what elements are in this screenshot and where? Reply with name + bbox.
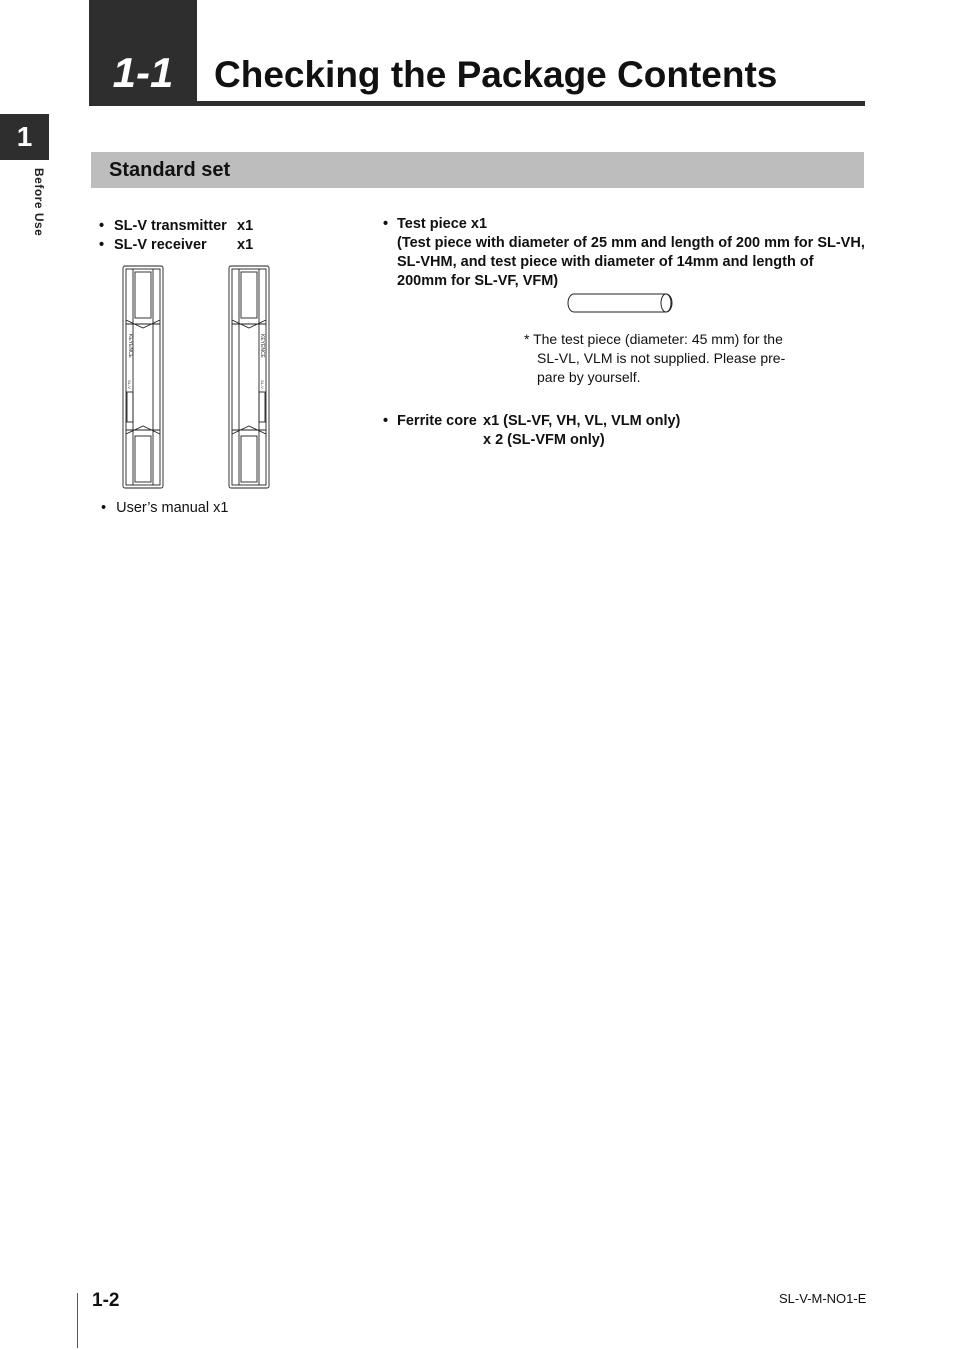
title-rule (89, 101, 865, 106)
bullet: • (383, 413, 389, 429)
item-qty: x1 (237, 237, 254, 253)
chapter-number: 1-1 (112, 49, 174, 96)
test-piece-title: Test piece x1 (397, 216, 488, 232)
item-name: SL-V transmitter (114, 218, 227, 234)
page-title: Checking the Package Contents (214, 54, 778, 95)
receiver-model-label: SL-V (260, 380, 265, 389)
bullet: • (99, 237, 105, 253)
bullet: • (99, 218, 105, 234)
item-name: SL-V receiver (114, 237, 207, 253)
test-piece-desc-line-1: (Test piece with diameter of 25 mm and length of 200 mm for SL-VH, (397, 235, 865, 251)
ferrite-line-2: x 2 (SL-VFM only) (483, 432, 605, 448)
test-piece-desc-line-2: SL-VHM, and test piece with diameter of 14mm and length of (397, 254, 814, 270)
test-piece-desc-line-3: 200mm for SL-VF, VFM) (397, 273, 559, 289)
receiver-brand-label: KEYENCE (259, 334, 265, 358)
note-line-1: * The test piece (diameter: 45 mm) for the (524, 331, 783, 347)
chapter-side-label: Before Use (32, 168, 46, 237)
list-item-receiver (99, 236, 254, 255)
note-line-2: SL-VL, VLM is not supplied. Please pre- (537, 350, 786, 366)
bullet: • (383, 216, 389, 232)
sensor-illustration (115, 262, 275, 492)
note-line-3: pare by yourself. (537, 369, 641, 385)
ferrite-line-1: x1 (SL-VF, VH, VL, VLM only) (483, 413, 681, 429)
item-name: User’s manual x1 (116, 500, 229, 516)
receiver-drawing (229, 266, 269, 488)
page-number: 1-2 (92, 1290, 120, 1311)
transmitter-drawing (123, 266, 163, 488)
chapter-side-tab: 1 (0, 114, 49, 160)
section-title: Standard set (109, 159, 231, 181)
footer-rule (77, 1293, 78, 1348)
transmitter-model-label: SL-V (127, 380, 132, 389)
list-item-transmitter (99, 217, 254, 236)
test-piece-drawing (566, 291, 676, 315)
transmitter-brand-label: KEYENCE (127, 334, 133, 358)
list-item-manual (101, 499, 228, 518)
document-code: SL-V-M-NO1-E (779, 1291, 867, 1306)
bullet: • (101, 500, 107, 516)
item-qty: x1 (237, 218, 254, 234)
ferrite-label: Ferrite core (397, 413, 477, 429)
